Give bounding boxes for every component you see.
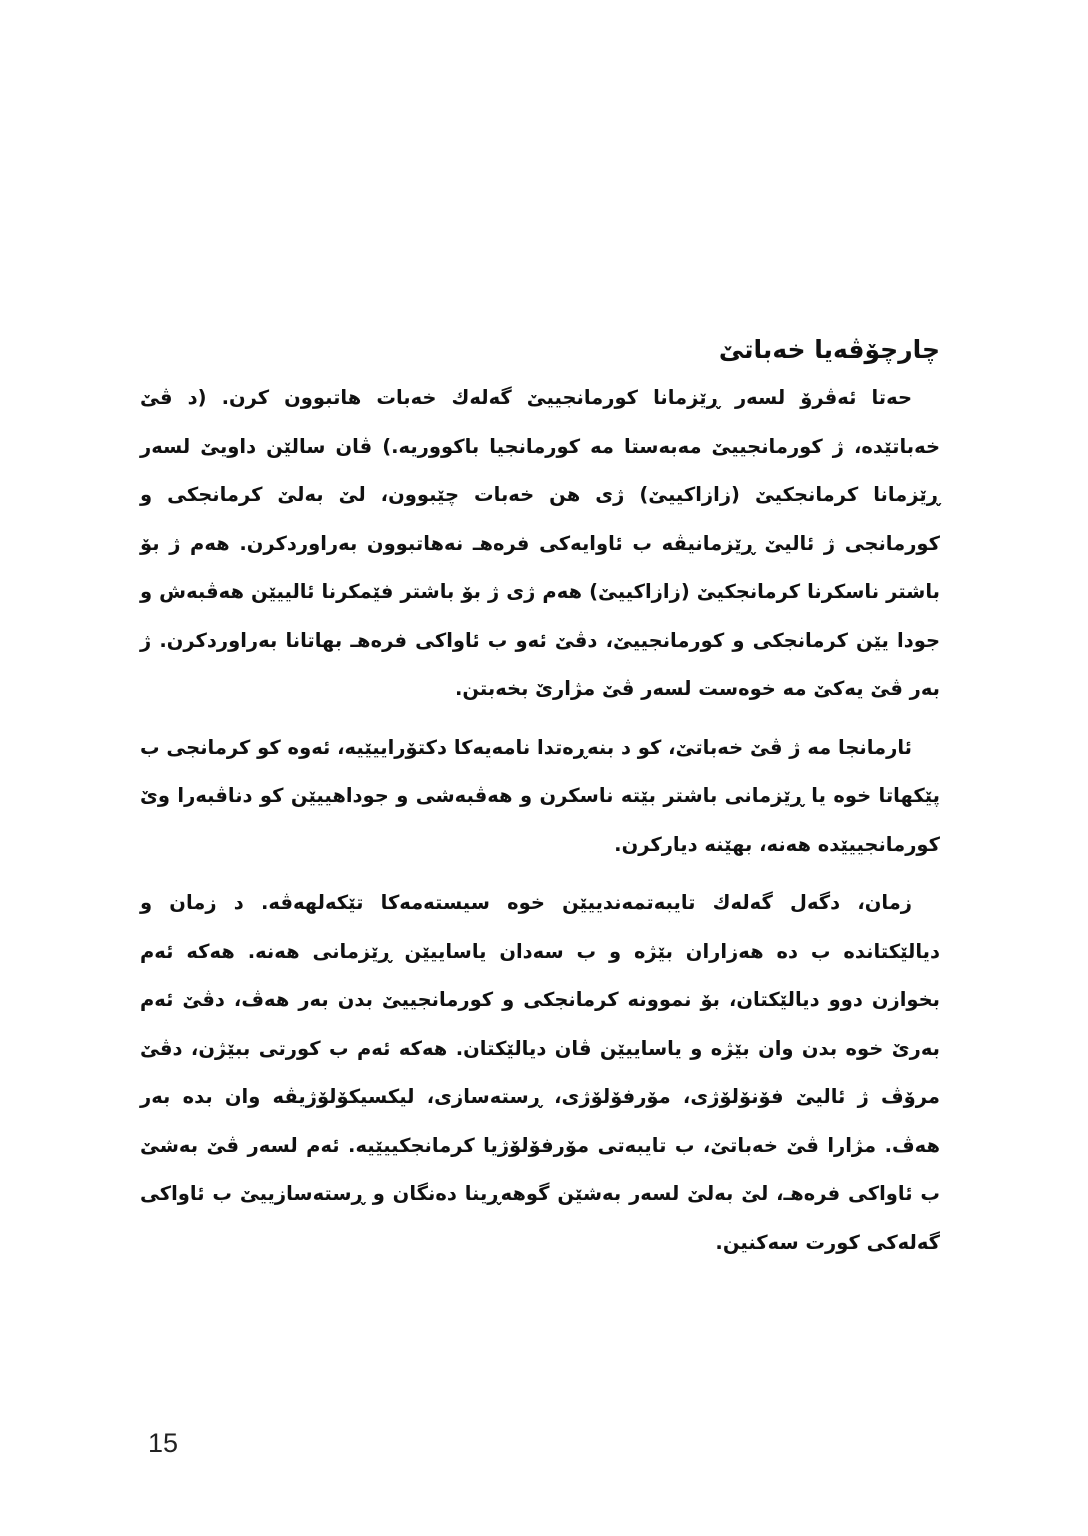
paragraph-3-text-before: زمان، دگەل گەلەك تایبەتمەندییێن خوە سیستەمەکا تێکەلهەڤە. د زمان و دیالێکتاندە ب دە هەزاران بێژە و ب سەدان یاساییێن ڕێزمانی هەنە. هەکە ئەم بخوازن دوو دیالێکتان، بۆ نموونە کرمانجکی و کورمانجییێ بدن بەر هەڤ، دڤێ ئەم بەرێ خوە بدن وان بێژە و یاساییێن ڤان دیالێکتان. هەکە ئەم ب کورتی ببێژن، دڤێ مرۆڤ ژ ئالیێ فۆنۆلۆژی، مۆرفۆلۆژی، ڕستەسازی، لیکسیکۆلۆژیڤە وان بدە بەر هەڤ. مژارا ڤێ خەباتێ، ب تایبەتی [140,891,940,1157]
page-number: 15 [148,1428,179,1458]
paragraph-3-text-after: . ئەم لسەر ڤێ بەشێ ب ئاواکی فرەهـ، لێ بەلێ لسەر بەشێن گوهەڕینا دەنگان و ڕستەسازییێ ب ئاواکی گەلەکی کورت سەکنین. [140,1133,940,1254]
paragraph-2: ئارمانجا مە ژ ڤێ خەباتێ، کو د بنەڕەتدا نامەیەکا دکتۆراییێیە، ئەوە کو کرمانجی ب پێکهاتا خوە یا ڕێزمانی باشتر بێتە ناسکرن و هەڤبەشی و جوداهییێن کو دناڤبەرا وێ کورمانجییێدە هەنە، بهێنە دیارکرن. [140,735,940,856]
paragraph-3 [140,879,940,1267]
paragraph-3-emphasis: مۆرفۆلۆژیا کرمانجکییێیە [355,1133,590,1157]
paragraph-1: حەتا ئەڤرۆ لسەر ڕێزمانا کورمانجییێ گەلەك خەبات هاتبوون کرن. (د ڤێ خەباتێدە، ژ کورمانجییێ مەبەستا مە کورمانجیا باکووریە.) ڤان سالێن داویێ لسەر ڕێزمانا کرمانجکیێ (زازاکییێ) ژی هن خەبات چێبوون، لێ بەلێ کرمانجکی و کورمانجی ژ ئالیێ ڕێزمانیڤە ب ئاوایەکی فرەهـ نەهاتبوون بەراوردکرن. هەم ژ بۆ باشتر ناسکرنا کرمانجکیێ (زازاکییێ) هەم ژی ژ بۆ باشتر فێمکرنا ئالییێن هەڤبەش و جودا یێن کرمانجکی و کورمانجییێ، دڤێ ئەو ب ئاواکی فرەهـ بهاتانا بەراوردکرن. ژ بەر ڤێ یەکێ مە خوەست لسەر ڤێ مژارێ بخەبتن. [140,386,940,700]
section-heading: چارچۆڤەیا خەباتێ [718,335,940,364]
page-content [140,330,940,1277]
